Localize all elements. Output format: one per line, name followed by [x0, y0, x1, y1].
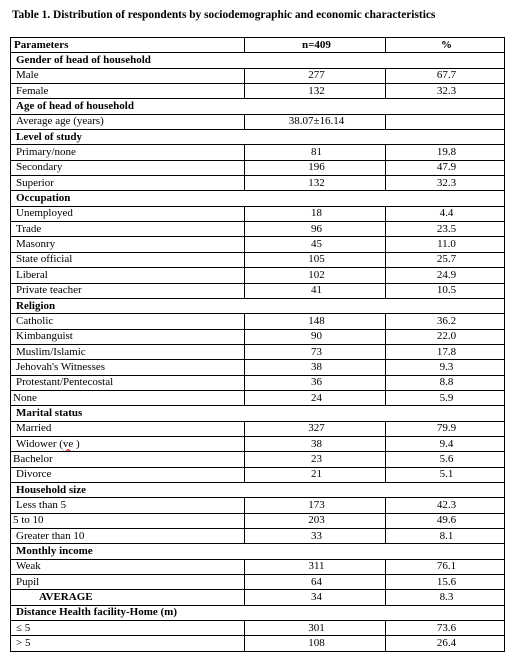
- section-row: [11, 298, 505, 313]
- section-row: [11, 406, 505, 421]
- row-label: Muslim/Islamic: [11, 344, 245, 359]
- row-percent: 19.8: [386, 145, 505, 160]
- table-row: [11, 467, 505, 482]
- section-label: Monthly income: [11, 544, 505, 559]
- row-label: Widower (ve ): [11, 436, 245, 451]
- section-row: [11, 99, 505, 114]
- row-percent: 32.3: [386, 84, 505, 99]
- row-percent: 22.0: [386, 329, 505, 344]
- row-label: > 5: [11, 636, 245, 651]
- section-label: Age of head of household: [11, 99, 505, 114]
- section-row: [11, 605, 505, 620]
- row-count: 173: [245, 498, 386, 513]
- table-row: [11, 222, 505, 237]
- row-percent: 11.0: [386, 237, 505, 252]
- row-count: 132: [245, 176, 386, 191]
- row-label: Average age (years): [11, 114, 245, 129]
- row-percent: 5.9: [386, 390, 505, 405]
- table-row: [11, 344, 505, 359]
- section-row: [11, 544, 505, 559]
- row-percent: 8.3: [386, 590, 505, 605]
- table-row: [11, 68, 505, 83]
- section-row: [11, 53, 505, 68]
- section-label: Marital status: [11, 406, 505, 421]
- row-label: Primary/none: [11, 145, 245, 160]
- section-label: Religion: [11, 298, 505, 313]
- row-count: 24: [245, 390, 386, 405]
- table-row: [11, 252, 505, 267]
- row-percent: 15.6: [386, 575, 505, 590]
- row-percent: 4.4: [386, 206, 505, 221]
- row-label: None: [11, 390, 245, 405]
- row-label: Pupil: [11, 575, 245, 590]
- section-label: Level of study: [11, 130, 505, 145]
- row-count: 33: [245, 529, 386, 544]
- row-percent: 67.7: [386, 68, 505, 83]
- row-label: Superior: [11, 176, 245, 191]
- header-row: [11, 38, 505, 53]
- row-count: 41: [245, 283, 386, 298]
- row-percent: 32.3: [386, 176, 505, 191]
- row-count: 196: [245, 160, 386, 175]
- row-label: 5 to 10: [11, 513, 245, 528]
- table-caption: Table 1. Distribution of respondents by sociodemographic and economic characteristics: [12, 9, 436, 21]
- row-label: Male: [11, 68, 245, 83]
- row-count: 301: [245, 621, 386, 636]
- row-percent: 8.1: [386, 529, 505, 544]
- row-percent: 49.6: [386, 513, 505, 528]
- row-label: Masonry: [11, 237, 245, 252]
- row-label: Greater than 10: [11, 529, 245, 544]
- table-row: [11, 206, 505, 221]
- average-row: [11, 590, 505, 605]
- table-row: [11, 160, 505, 175]
- row-count: 38: [245, 360, 386, 375]
- row-count: 73: [245, 344, 386, 359]
- table-row: [11, 421, 505, 436]
- section-row: [11, 130, 505, 145]
- row-count: 311: [245, 559, 386, 574]
- row-label: Trade: [11, 222, 245, 237]
- row-count: 38: [245, 436, 386, 451]
- row-count: 45: [245, 237, 386, 252]
- table-row: [11, 513, 505, 528]
- table-row: [11, 314, 505, 329]
- row-count: 23: [245, 452, 386, 467]
- table-row: [11, 268, 505, 283]
- section-label: Distance Health facility-Home (m): [11, 605, 505, 620]
- row-count: 34: [245, 590, 386, 605]
- row-count: 148: [245, 314, 386, 329]
- table-row: [11, 621, 505, 636]
- table-row: [11, 375, 505, 390]
- spellcheck-underline: ve: [62, 437, 74, 450]
- row-percent: 9.4: [386, 436, 505, 451]
- row-percent: 25.7: [386, 252, 505, 267]
- row-label: Private teacher: [11, 283, 245, 298]
- row-label: Married: [11, 421, 245, 436]
- row-label: Unemployed: [11, 206, 245, 221]
- table-row: [11, 145, 505, 160]
- table-row: [11, 575, 505, 590]
- row-label: Jehovah's Witnesses: [11, 360, 245, 375]
- table-body: [11, 38, 505, 652]
- row-label: Weak: [11, 559, 245, 574]
- table-row: [11, 636, 505, 651]
- row-percent: [386, 114, 505, 129]
- row-percent: 47.9: [386, 160, 505, 175]
- row-percent: 23.5: [386, 222, 505, 237]
- row-count: 203: [245, 513, 386, 528]
- header-parameters: Parameters: [11, 38, 245, 53]
- row-count: 96: [245, 222, 386, 237]
- row-percent: 9.3: [386, 360, 505, 375]
- table-row: [11, 114, 505, 129]
- row-count: 18: [245, 206, 386, 221]
- row-percent: 10.5: [386, 283, 505, 298]
- row-count: 277: [245, 68, 386, 83]
- row-label: State official: [11, 252, 245, 267]
- row-label: Kimbanguist: [11, 329, 245, 344]
- row-percent: 36.2: [386, 314, 505, 329]
- table-row: [11, 559, 505, 574]
- row-percent: 17.8: [386, 344, 505, 359]
- row-percent: 8.8: [386, 375, 505, 390]
- row-count: 64: [245, 575, 386, 590]
- row-label: Secondary: [11, 160, 245, 175]
- row-count: 36: [245, 375, 386, 390]
- row-percent: 24.9: [386, 268, 505, 283]
- table-row: [11, 452, 505, 467]
- section-row: [11, 482, 505, 497]
- table-row: [11, 283, 505, 298]
- row-percent: 76.1: [386, 559, 505, 574]
- row-percent: 5.1: [386, 467, 505, 482]
- table-row: [11, 329, 505, 344]
- row-label: Divorce: [11, 467, 245, 482]
- table-row: [11, 498, 505, 513]
- table-row: [11, 84, 505, 99]
- header-n: n=409: [245, 38, 386, 53]
- row-percent: 5.6: [386, 452, 505, 467]
- row-count: 105: [245, 252, 386, 267]
- row-count: 81: [245, 145, 386, 160]
- row-label: Less than 5: [11, 498, 245, 513]
- section-row: [11, 191, 505, 206]
- row-count: 21: [245, 467, 386, 482]
- table-row: [11, 436, 505, 451]
- table-row: [11, 237, 505, 252]
- row-count: 327: [245, 421, 386, 436]
- table-row: [11, 390, 505, 405]
- row-percent: 79.9: [386, 421, 505, 436]
- distribution-table: [10, 37, 505, 652]
- row-count: 38.07±16.14: [245, 114, 386, 129]
- row-label: Bachelor: [11, 452, 245, 467]
- row-label: Female: [11, 84, 245, 99]
- section-label: Occupation: [11, 191, 505, 206]
- table-row: [11, 176, 505, 191]
- row-label: AVERAGE: [11, 590, 245, 605]
- row-label: Liberal: [11, 268, 245, 283]
- row-label: Protestant/Pentecostal: [11, 375, 245, 390]
- table-row: [11, 360, 505, 375]
- row-count: 108: [245, 636, 386, 651]
- row-label: Catholic: [11, 314, 245, 329]
- row-percent: 42.3: [386, 498, 505, 513]
- row-percent: 73.6: [386, 621, 505, 636]
- row-count: 102: [245, 268, 386, 283]
- row-percent: 26.4: [386, 636, 505, 651]
- section-label: Household size: [11, 482, 505, 497]
- row-count: 132: [245, 84, 386, 99]
- row-label: ≤ 5: [11, 621, 245, 636]
- header-percent: %: [386, 38, 505, 53]
- table-row: [11, 529, 505, 544]
- row-count: 90: [245, 329, 386, 344]
- section-label: Gender of head of household: [11, 53, 505, 68]
